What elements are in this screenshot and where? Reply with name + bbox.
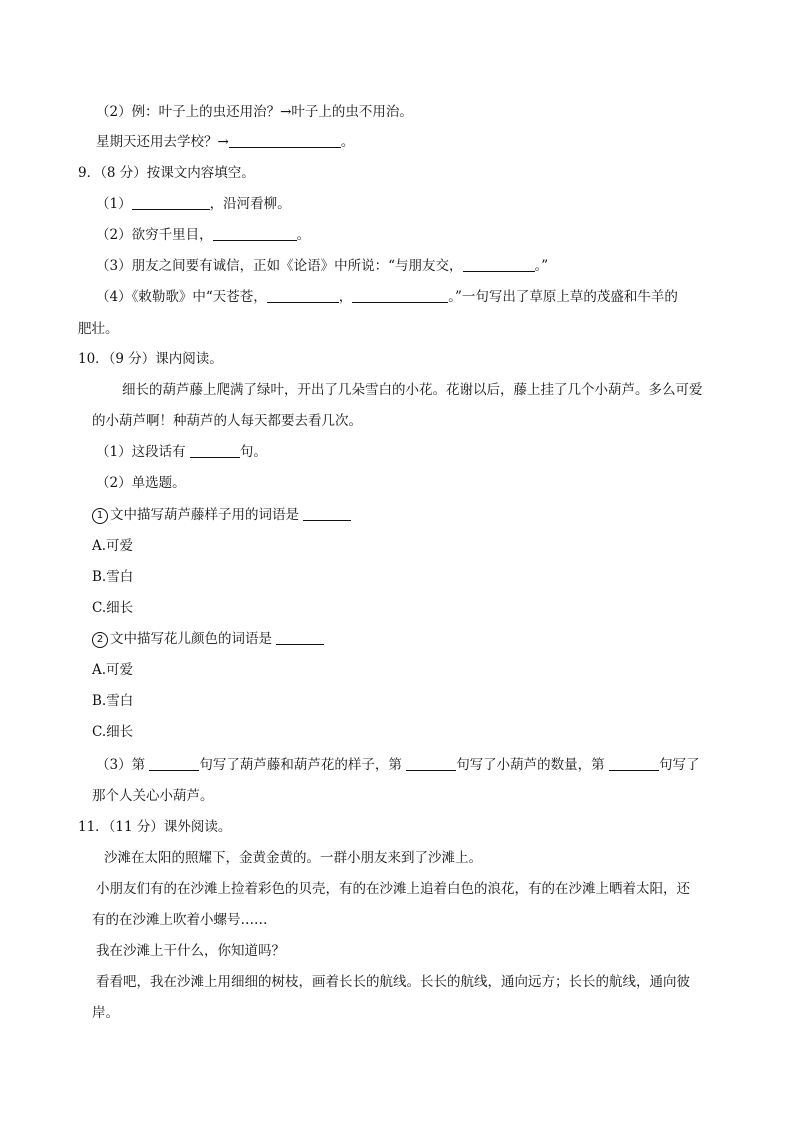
arrow-icon: → <box>217 134 229 150</box>
q9-item4-suffix: 。”一句写出了草原上草的茂盛和牛羊的 <box>448 289 678 305</box>
q11-passage-p2-line1: 小朋友们有的在沙滩上捡着彩色的贝壳，有的在沙滩上追着白色的浪花，有的在沙滩上晒着太阳，还 <box>96 881 690 897</box>
answer-blank[interactable] <box>609 756 659 771</box>
answer-blank[interactable] <box>463 257 535 272</box>
answer-blank[interactable] <box>190 443 240 458</box>
q8-example-question: （2）例：叶子上的虫还用治？ <box>96 104 281 120</box>
q10-sub3-text2: 句写了小葫芦的数量，第 <box>456 757 609 773</box>
answer-blank[interactable] <box>276 630 324 645</box>
q10-passage-line1: 细长的葫芦藤上爬满了绿叶，开出了几朵雪白的小花。花谢以后，藤上挂了几个小葫芦。多么可爱 <box>122 382 703 398</box>
q10-passage-line2: 的小葫芦啊！种葫芦的人每天都要去看几次。 <box>92 413 362 429</box>
q10-choice2-option-a[interactable]: A.可爱 <box>92 662 134 678</box>
answer-blank[interactable] <box>149 756 199 771</box>
q10-choice1 <box>92 506 351 524</box>
q10-sub1-suffix: 句。 <box>239 444 267 460</box>
q10-choice1-stem: 文中描写葫芦藤样子用的词语是 <box>110 507 304 523</box>
q11-passage-p1: 沙滩在太阳的照耀下，金黄金黄的。一群小朋友来到了沙滩上。 <box>104 850 482 866</box>
arrow-icon: → <box>280 104 292 120</box>
q9-item2-text: （2）欲穷千里目， <box>96 227 213 243</box>
q11-title: 11．（11 分）课外阅读。 <box>78 819 232 835</box>
q10-choice2 <box>92 630 324 648</box>
q8-example-answer: 叶子上的虫不用治。 <box>291 104 413 120</box>
q9-item3-suffix: 。” <box>534 258 549 274</box>
q9-item4-continued: 肥壮。 <box>78 321 119 337</box>
q9-item3-text: （3）朋友之间要有诚信，正如《论语》中所说：“与朋友交， <box>96 258 463 274</box>
q9-title: 9．（8 分）按课文内容填空。 <box>78 165 255 181</box>
q11-passage-p2-line2: 有的在沙滩上吹着小螺号…… <box>92 912 268 928</box>
q9-item1-text: ，沿河看柳。 <box>209 196 291 212</box>
q9-item4-comma: ， <box>338 289 353 305</box>
answer-blank[interactable] <box>303 506 351 521</box>
answer-blank[interactable] <box>267 288 339 303</box>
q10-choice2-stem: 文中描写花儿颜色的词语是 <box>110 631 277 647</box>
q9-item3 <box>96 257 548 275</box>
q9-item1-label: （1） <box>96 196 132 212</box>
q9-item2 <box>96 226 310 244</box>
q10-title: 10．（9 分）课内阅读。 <box>78 351 223 367</box>
circled-number-icon: 1 <box>92 508 108 524</box>
q9-item4-text: （4）《敕勒歌》中“天苍苍， <box>96 289 267 305</box>
answer-blank[interactable] <box>213 226 297 241</box>
answer-blank[interactable] <box>352 288 448 303</box>
q8-part2-example <box>96 103 413 121</box>
circled-number-icon: 2 <box>92 632 108 648</box>
q9-item1 <box>96 195 291 213</box>
q10-choice2-option-c[interactable]: C.细长 <box>92 724 134 740</box>
q10-choice2-option-b[interactable]: B.雪白 <box>92 693 134 709</box>
q10-sub1 <box>96 443 267 461</box>
q10-choice1-option-a[interactable]: A.可爱 <box>92 538 134 554</box>
q10-sub3 <box>96 756 699 774</box>
q8-exercise-question: 星期天还用去学校？ <box>96 134 218 150</box>
q10-sub3-label: （3）第 <box>96 757 150 773</box>
q8-exercise-suffix: 。 <box>340 134 355 150</box>
q10-sub3-text3: 句写了 <box>658 757 700 773</box>
answer-blank[interactable] <box>229 133 341 148</box>
q11-passage-p4-line2: 岸。 <box>92 1005 119 1021</box>
q10-choice1-option-c[interactable]: C.细长 <box>92 600 134 616</box>
q9-item4 <box>96 288 678 306</box>
q10-sub3-text1: 句写了葫芦藤和葫芦花的样子，第 <box>199 757 407 773</box>
q10-sub3-continued: 那个人关心小葫芦。 <box>92 788 214 804</box>
q8-exercise <box>96 133 354 151</box>
answer-blank[interactable] <box>132 195 210 210</box>
q11-passage-p4-line1: 看看吧，我在沙滩上用细细的树枝，画着长长的航线。长长的航线，通向远方；长长的航线，通向彼 <box>96 974 690 990</box>
q11-passage-p3: 我在沙滩上干什么，你知道吗？ <box>96 943 285 959</box>
q10-sub2: （2）单选题。 <box>96 475 186 491</box>
q10-sub1-text: （1）这段话有 <box>96 444 190 460</box>
q9-item2-suffix: 。 <box>296 227 311 243</box>
q10-choice1-option-b[interactable]: B.雪白 <box>92 569 134 585</box>
answer-blank[interactable] <box>406 756 456 771</box>
